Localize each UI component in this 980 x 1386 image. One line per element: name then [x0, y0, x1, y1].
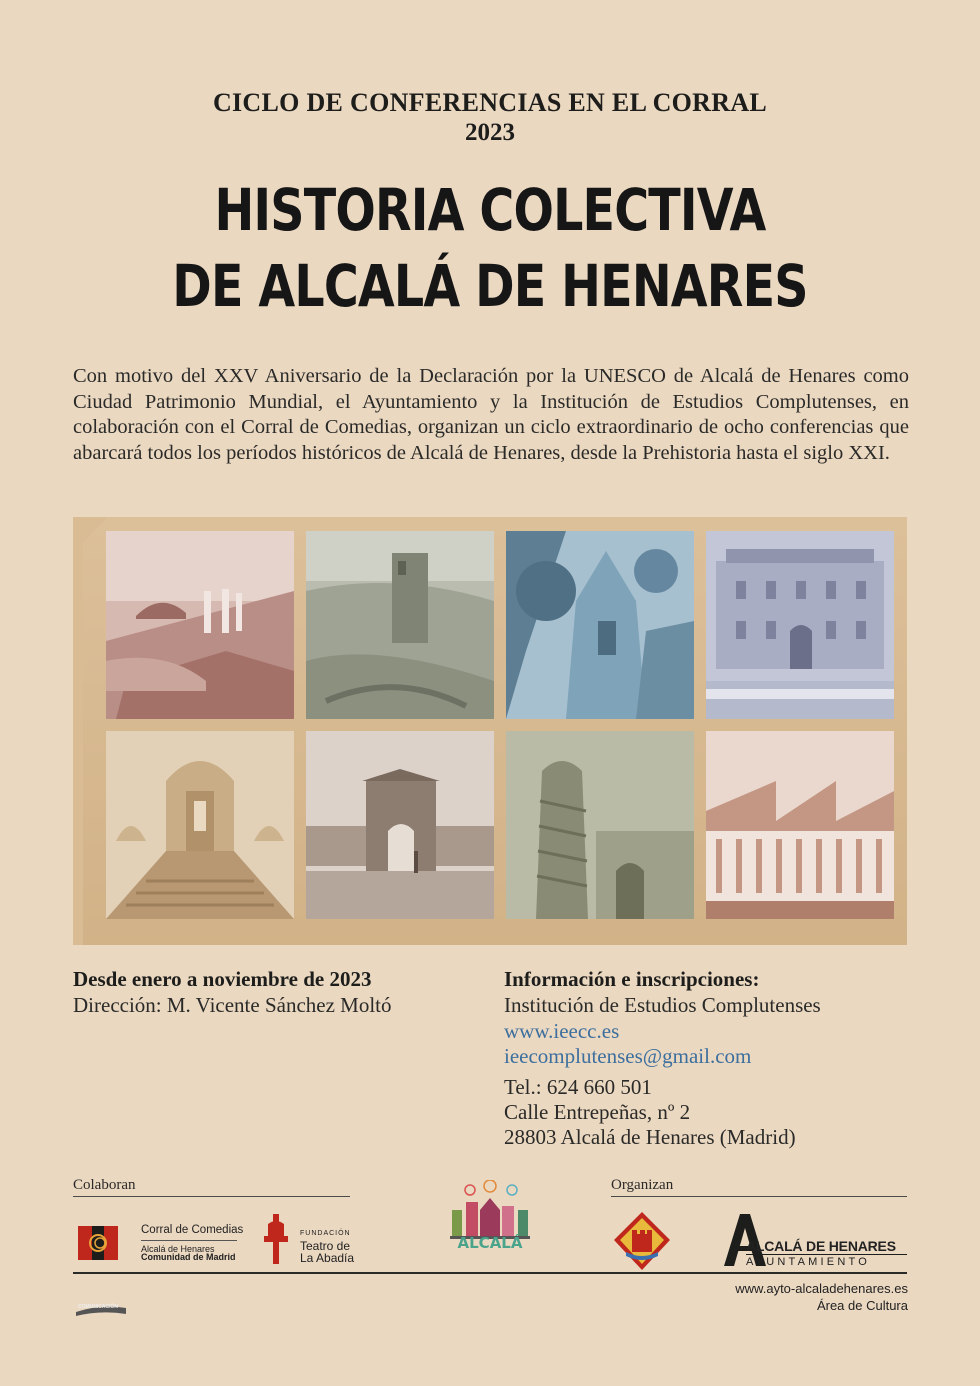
ayuntamiento-divider — [746, 1254, 907, 1255]
photo-moorish-tower — [506, 731, 694, 919]
photo-modern-building — [706, 731, 894, 919]
comunicacion-label: COMUNICACIÓN — [78, 1304, 118, 1310]
info-institution: Institución de Estudios Complutenses — [504, 993, 821, 1017]
corral-name: Corral de Comedias — [141, 1224, 244, 1236]
abadia-line-2: La Abadía — [300, 1251, 355, 1265]
collaborate-rule — [73, 1196, 350, 1197]
ayuntamiento-subtitle: AYUNTAMIENTO — [746, 1256, 870, 1268]
abadia-line-1: Teatro de — [300, 1239, 351, 1253]
alcala-logo-text: ALCALÁ — [457, 1234, 523, 1252]
main-title-line-2: DE ALCALÁ DE HENARES — [172, 252, 808, 320]
corral-divider — [141, 1240, 237, 1241]
photo-gothic-building — [506, 531, 694, 719]
info-phone: Tel.: 624 660 501 — [504, 1075, 652, 1099]
ayuntamiento-name: ALCALÁ DE HENARES — [746, 1238, 896, 1254]
photo-church-interior — [106, 731, 294, 919]
photo-roman-ruins — [106, 531, 294, 719]
abadia-logo-icon — [264, 1214, 288, 1264]
cycle-year: 2023 — [465, 119, 515, 146]
intro-paragraph: Con motivo del XXV Aniversario de la Declaración por la UNESCO de Alcalá de Henares como Ciudad Patrimonio Mundial, el Ayuntamiento y la Institución de Estudios Complutenses, en colaboración con el Corral de Comedias, organizan un ciclo extraordinario de ocho conferencias que abarcará todos los períodos históricos de Alcalá de Henares, desde la Prehistoria hasta el siglo XXI. — [73, 365, 909, 464]
corral-sub-2: Comunidad de Madrid — [141, 1252, 236, 1262]
info-city: 28803 Alcalá de Henares (Madrid) — [504, 1125, 796, 1149]
main-title-line-1: HISTORIA COLECTIVA — [214, 176, 766, 244]
organize-label: Organizan — [611, 1177, 674, 1193]
footer-rule — [73, 1272, 907, 1274]
corral-logo-icon — [78, 1226, 118, 1260]
info-street: Calle Entrepeñas, nº 2 — [504, 1100, 691, 1124]
photo-city-gate — [306, 731, 494, 919]
collaborate-label: Colaboran — [73, 1177, 136, 1193]
photo-grid — [73, 517, 907, 945]
event-dates: Desde enero a noviembre de 2023 — [73, 967, 372, 991]
info-heading: Información e inscripciones: — [504, 967, 760, 991]
photo-university-facade — [706, 531, 894, 719]
city-shield-icon — [612, 1210, 672, 1272]
main-title — [88, 172, 892, 324]
cycle-title: CICLO DE CONFERENCIAS EN EL CORRAL — [212, 88, 768, 117]
event-direction: Dirección: M. Vicente Sánchez Moltó — [73, 993, 392, 1017]
ayuntamiento-website: www.ayto-alcaladehenares.es — [735, 1281, 908, 1296]
abadia-small: FUNDACIÓN — [300, 1230, 351, 1237]
organize-rule — [611, 1196, 907, 1197]
email-link[interactable]: ieecomplutenses@gmail.com — [504, 1044, 752, 1068]
photo-tower-ruin — [306, 531, 494, 719]
corral-sub-1: Alcalá de Henares — [141, 1244, 215, 1254]
website-link[interactable]: www.ieecc.es — [504, 1019, 620, 1043]
culture-area: Área de Cultura — [816, 1298, 908, 1313]
